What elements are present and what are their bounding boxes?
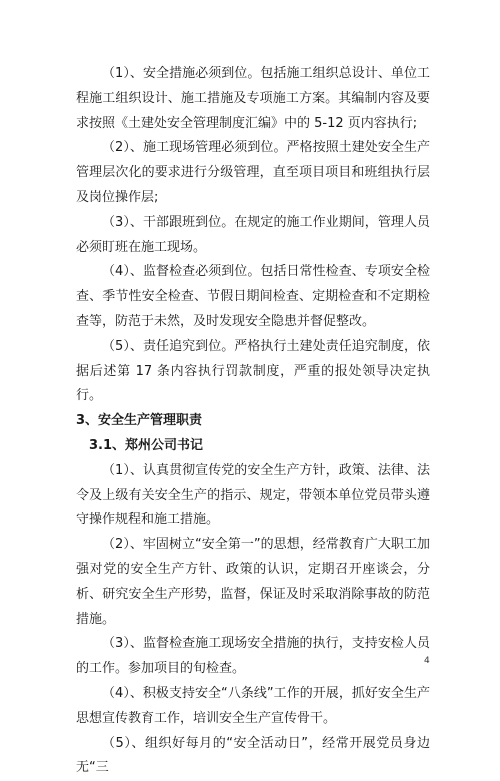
page-number: 4 xyxy=(424,656,430,666)
paragraph-site-management: （2）、施工现场管理必须到位。严格按照土建处安全生产管理层次化的要求进行分级管理，直至项目项目和班组执行层及岗位操作层; xyxy=(76,140,430,205)
paragraph-supervision-inspection: （4）、监督检查必须到位。包括日常性检查、专项安全检查、季节性安全检查、节假日期间检查、定期检查和不定期检查等，防范于未然，及时发现安全隐患并督促整改。 xyxy=(76,264,430,329)
paragraph-safety-measures: （1）、安全措施必须到位。包括施工组织总设计、单位工程施工组织设计、施工措施及专项施工方案。其编制内容及要求按照《土建处安全管理制度汇编》中的 5-12 页内容执行; xyxy=(76,66,430,131)
paragraph-duty-5: （5）、组织好每月的“安全活动日”，经常开展党员身边无“三 xyxy=(76,735,430,776)
paragraph-cadre-on-duty: （3）、干部跟班到位。在规定的施工作业期间，管理人员必须盯班在施工现场。 xyxy=(76,214,430,255)
paragraph-duty-3: （3）、监督检查施工现场安全措施的执行，支持安检人员的工作。参加项目的旬检查。 xyxy=(76,636,430,677)
document-body xyxy=(76,62,430,781)
paragraph-accountability: （5）、责任追究到位。严格执行土建处责任追究制度，依据后述第 17 条内容执行罚款制度，严重的报处领导决定执行。 xyxy=(76,338,430,404)
section-heading: 3、安全生产管理职责 xyxy=(76,413,203,429)
paragraph-duty-1: （1）、认真贯彻宣传党的安全生产方针，政策、法律、法令及上级有关安全生产的指示、规定，带领本单位党员带头遵守操作规程和施工措施。 xyxy=(76,462,430,528)
subsection-heading: 3.1、郑州公司书记 xyxy=(89,437,204,453)
paragraph-duty-2: （2）、牢固树立“安全第一”的思想，经常教育广大职工加强对党的安全生产方针、政策的认识，定期召开座谈会，分析、研究安全生产形势，监督，保证及时采取消除事故的防范措施。 xyxy=(76,537,430,627)
paragraph-duty-4: （4）、积极支持安全“八条线”工作的开展，抓好安全生产思想宣传教育工作，培训安全生产宣传骨干。 xyxy=(76,685,430,726)
